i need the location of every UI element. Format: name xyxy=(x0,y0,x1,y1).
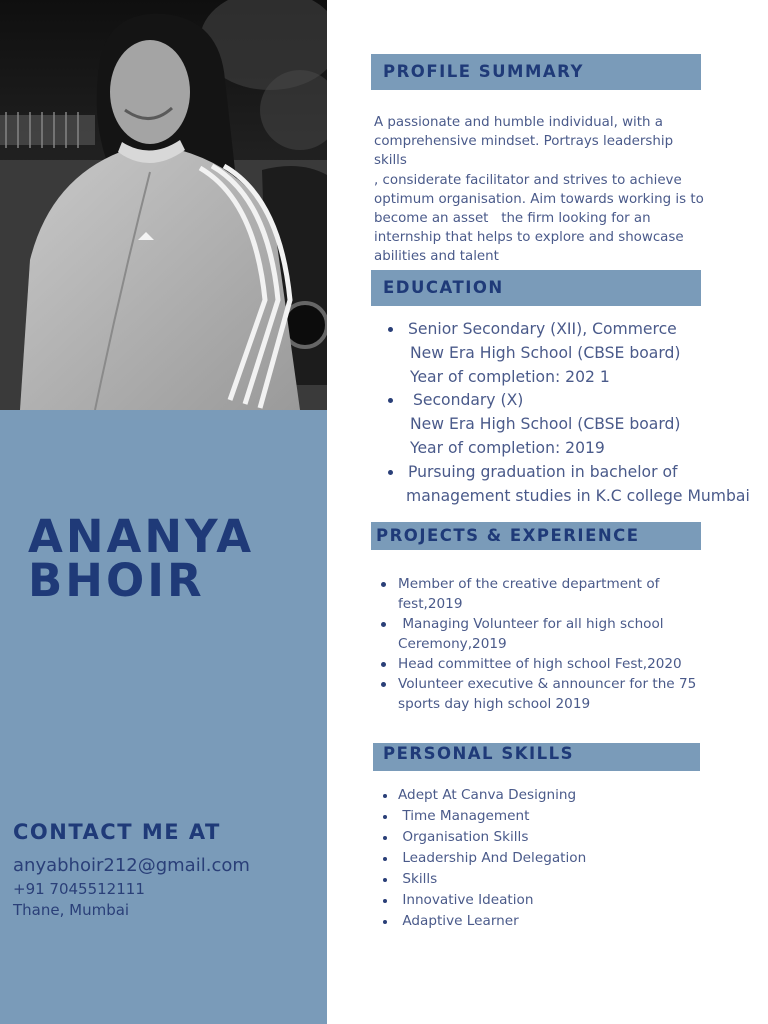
education-item xyxy=(388,389,763,460)
education-list xyxy=(388,318,763,508)
project-line: Head committee of high school Fest,2020 xyxy=(398,656,682,672)
first-name: ANANYA xyxy=(28,510,255,563)
portrait-photo-icon xyxy=(0,0,327,410)
skills-title: PERSONAL SKILLS xyxy=(383,744,575,763)
skill-item: Adaptive Learner xyxy=(383,911,703,932)
project-item xyxy=(381,574,711,614)
contact-phone[interactable]: +91 7045512111 xyxy=(13,880,145,898)
contact-email[interactable]: anyabhoir212@gmail.com xyxy=(13,855,250,876)
profile-photo xyxy=(0,0,327,410)
edu-line: Senior Secondary (XII), Commerce xyxy=(408,320,677,338)
projects-title: PROJECTS & EXPERIENCE xyxy=(376,526,640,545)
profile-summary-text xyxy=(374,113,709,267)
projects-list xyxy=(381,574,711,714)
contact-location: Thane, Mumbai xyxy=(13,901,130,919)
project-line: Ceremony,2019 xyxy=(398,636,507,652)
edu-line: Year of completion: 202 1 xyxy=(410,367,610,386)
edu-line: Year of completion: 2019 xyxy=(410,438,605,457)
summary-line: become an asset the firm looking for an xyxy=(374,211,651,227)
project-item xyxy=(381,614,711,654)
skills-list xyxy=(383,785,703,932)
edu-line: Secondary (X) xyxy=(408,391,524,410)
education-item xyxy=(388,318,763,389)
edu-line: New Era High School (CBSE board) xyxy=(410,343,681,362)
profile-summary-title: PROFILE SUMMARY xyxy=(383,62,584,81)
education-item xyxy=(388,461,763,509)
summary-line: internship that helps to explore and showcase xyxy=(374,230,684,246)
edu-line: Pursuing graduation in bachelor of xyxy=(408,462,678,481)
skills-header xyxy=(373,743,700,771)
project-line: Member of the creative department of xyxy=(398,576,660,592)
contact-heading: CONTACT ME AT xyxy=(13,820,221,844)
summary-line: optimum organisation. Aim towards working is to xyxy=(374,191,704,207)
project-line: Volunteer executive & announcer for the 75 xyxy=(398,676,697,692)
summary-line: A passionate and humble individual, with a xyxy=(374,115,663,130)
edu-line: management studies in K.C college Mumbai xyxy=(406,486,750,505)
education-header xyxy=(371,270,701,306)
skill-item: Adept At Canva Designing xyxy=(383,785,703,806)
skill-item: Skills xyxy=(383,869,703,890)
summary-line: , considerate facilitator and strives to achieve xyxy=(374,172,682,188)
projects-header xyxy=(371,522,701,550)
project-line: Managing Volunteer for all high school xyxy=(398,616,664,632)
edu-line: New Era High School (CBSE board) xyxy=(410,415,681,434)
skill-item: Leadership And Delegation xyxy=(383,848,703,869)
profile-summary-header xyxy=(371,54,701,90)
project-item xyxy=(381,674,711,714)
project-line: sports day high school 2019 xyxy=(398,696,591,712)
project-line: fest,2019 xyxy=(398,596,463,612)
skill-item: Innovative Ideation xyxy=(383,890,703,911)
summary-line: abilities and talent xyxy=(374,249,499,265)
skill-item: Organisation Skills xyxy=(383,827,703,848)
left-sidebar-panel xyxy=(0,410,327,1024)
skill-item: Time Management xyxy=(383,806,703,827)
education-title: EDUCATION xyxy=(383,278,504,297)
project-item xyxy=(381,654,711,674)
candidate-name xyxy=(28,510,255,607)
summary-line: comprehensive mindset. Portrays leadership skills xyxy=(374,134,674,169)
last-name: BHOIR xyxy=(28,554,205,607)
